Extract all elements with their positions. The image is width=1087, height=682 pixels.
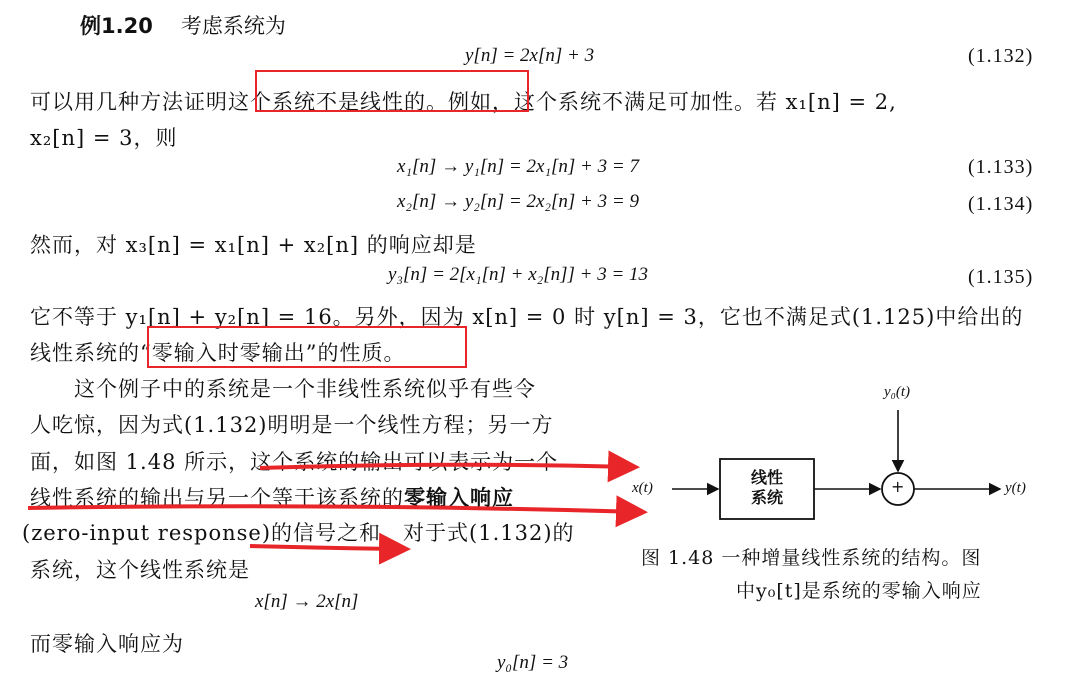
equation-1-135: y₃[n] = 2[x₁[n] + x₂[n]] + 3 = 13 xyxy=(388,264,649,285)
paragraph-3-line-2: 线性系统的“零输入时零输出”的性质。 xyxy=(30,341,406,365)
red-arrow-1 xyxy=(260,465,632,468)
equation-zero-input: y₀[n] = 3 xyxy=(497,652,569,673)
figure-1-48-diagram xyxy=(620,370,1080,540)
equation-1-133: x₁[n] → y₁[n] = 2x₁[n] + 3 = 7 xyxy=(397,156,639,177)
paragraph-3-line-1: 它不等于 y₁[n] + y₂[n] = 16。另外，因为 x[n] = 0 时 y[n] = 3，它也不满足式(1.125)中给出的 xyxy=(30,305,1024,329)
linear-system-block-label xyxy=(720,468,814,508)
block-label-line-2: 系统 xyxy=(750,488,783,507)
figure-caption-line-2: 中y₀[t]是系统的零输入响应 xyxy=(736,580,982,602)
equation-1-132: y[n] = 2x[n] + 3 xyxy=(465,45,595,66)
equation-number-1-134: (1.134) xyxy=(968,193,1034,215)
sum-symbol: + xyxy=(891,477,905,496)
paragraph-4-line-2: 人吃惊，因为式(1.132)明明是一个线性方程；另一方 xyxy=(30,413,554,437)
block-diagram-lines xyxy=(620,370,1080,540)
equation-linear-system: x[n] → 2x[n] xyxy=(255,591,359,612)
paragraph-4-line-5: (zero-input response)的信号之和。对于式(1.132)的 xyxy=(22,521,575,545)
paragraph-5-line-1: 而零输入响应为 xyxy=(30,632,184,656)
red-arrow-3 xyxy=(250,546,403,549)
equation-number-1-135: (1.135) xyxy=(968,266,1034,288)
red-arrow-2 xyxy=(28,506,640,512)
equation-1-134: x₂[n] → y₂[n] = 2x₂[n] + 3 = 9 xyxy=(397,191,639,212)
paragraph-1-line-2: x₂[n] = 3，则 xyxy=(30,126,178,150)
example-label: 例1.20 xyxy=(80,14,153,38)
zero-input-response-term: 零输入响应 xyxy=(404,486,514,510)
equation-number-1-133: (1.133) xyxy=(968,156,1034,178)
figure-caption-line-1: 图 1.48 一种增量线性系统的结构。图 xyxy=(641,547,982,569)
paragraph-1-line-1: 可以用几种方法证明这个系统不是线性的。例如，这个系统不满足可加性。若 x₁[n] = 2, xyxy=(30,90,897,114)
paragraph-4-line-4a: 线性系统的输出与另一个等于该系统的 xyxy=(30,486,404,510)
paragraph-4-line-3: 面，如图 1.48 所示，这个系统的输出可以表示为一个 xyxy=(30,450,559,474)
paragraph-4-line-6: 系统，这个线性系统是 xyxy=(30,558,250,582)
paragraph-4-line-1: 这个例子中的系统是一个非线性系统似乎有些令 xyxy=(74,377,536,401)
block-label-line-1: 线性 xyxy=(750,468,783,487)
paragraph-2-line-1: 然而，对 x₃[n] = x₁[n] + x₂[n] 的响应却是 xyxy=(30,233,477,257)
equation-number-1-132: (1.132) xyxy=(968,45,1034,67)
example-title: 考虑系统为 xyxy=(180,14,286,38)
output-label: y(t) xyxy=(1005,480,1026,496)
input-label: x(t) xyxy=(632,480,653,496)
zero-input-label: y₀(t) xyxy=(884,384,911,400)
